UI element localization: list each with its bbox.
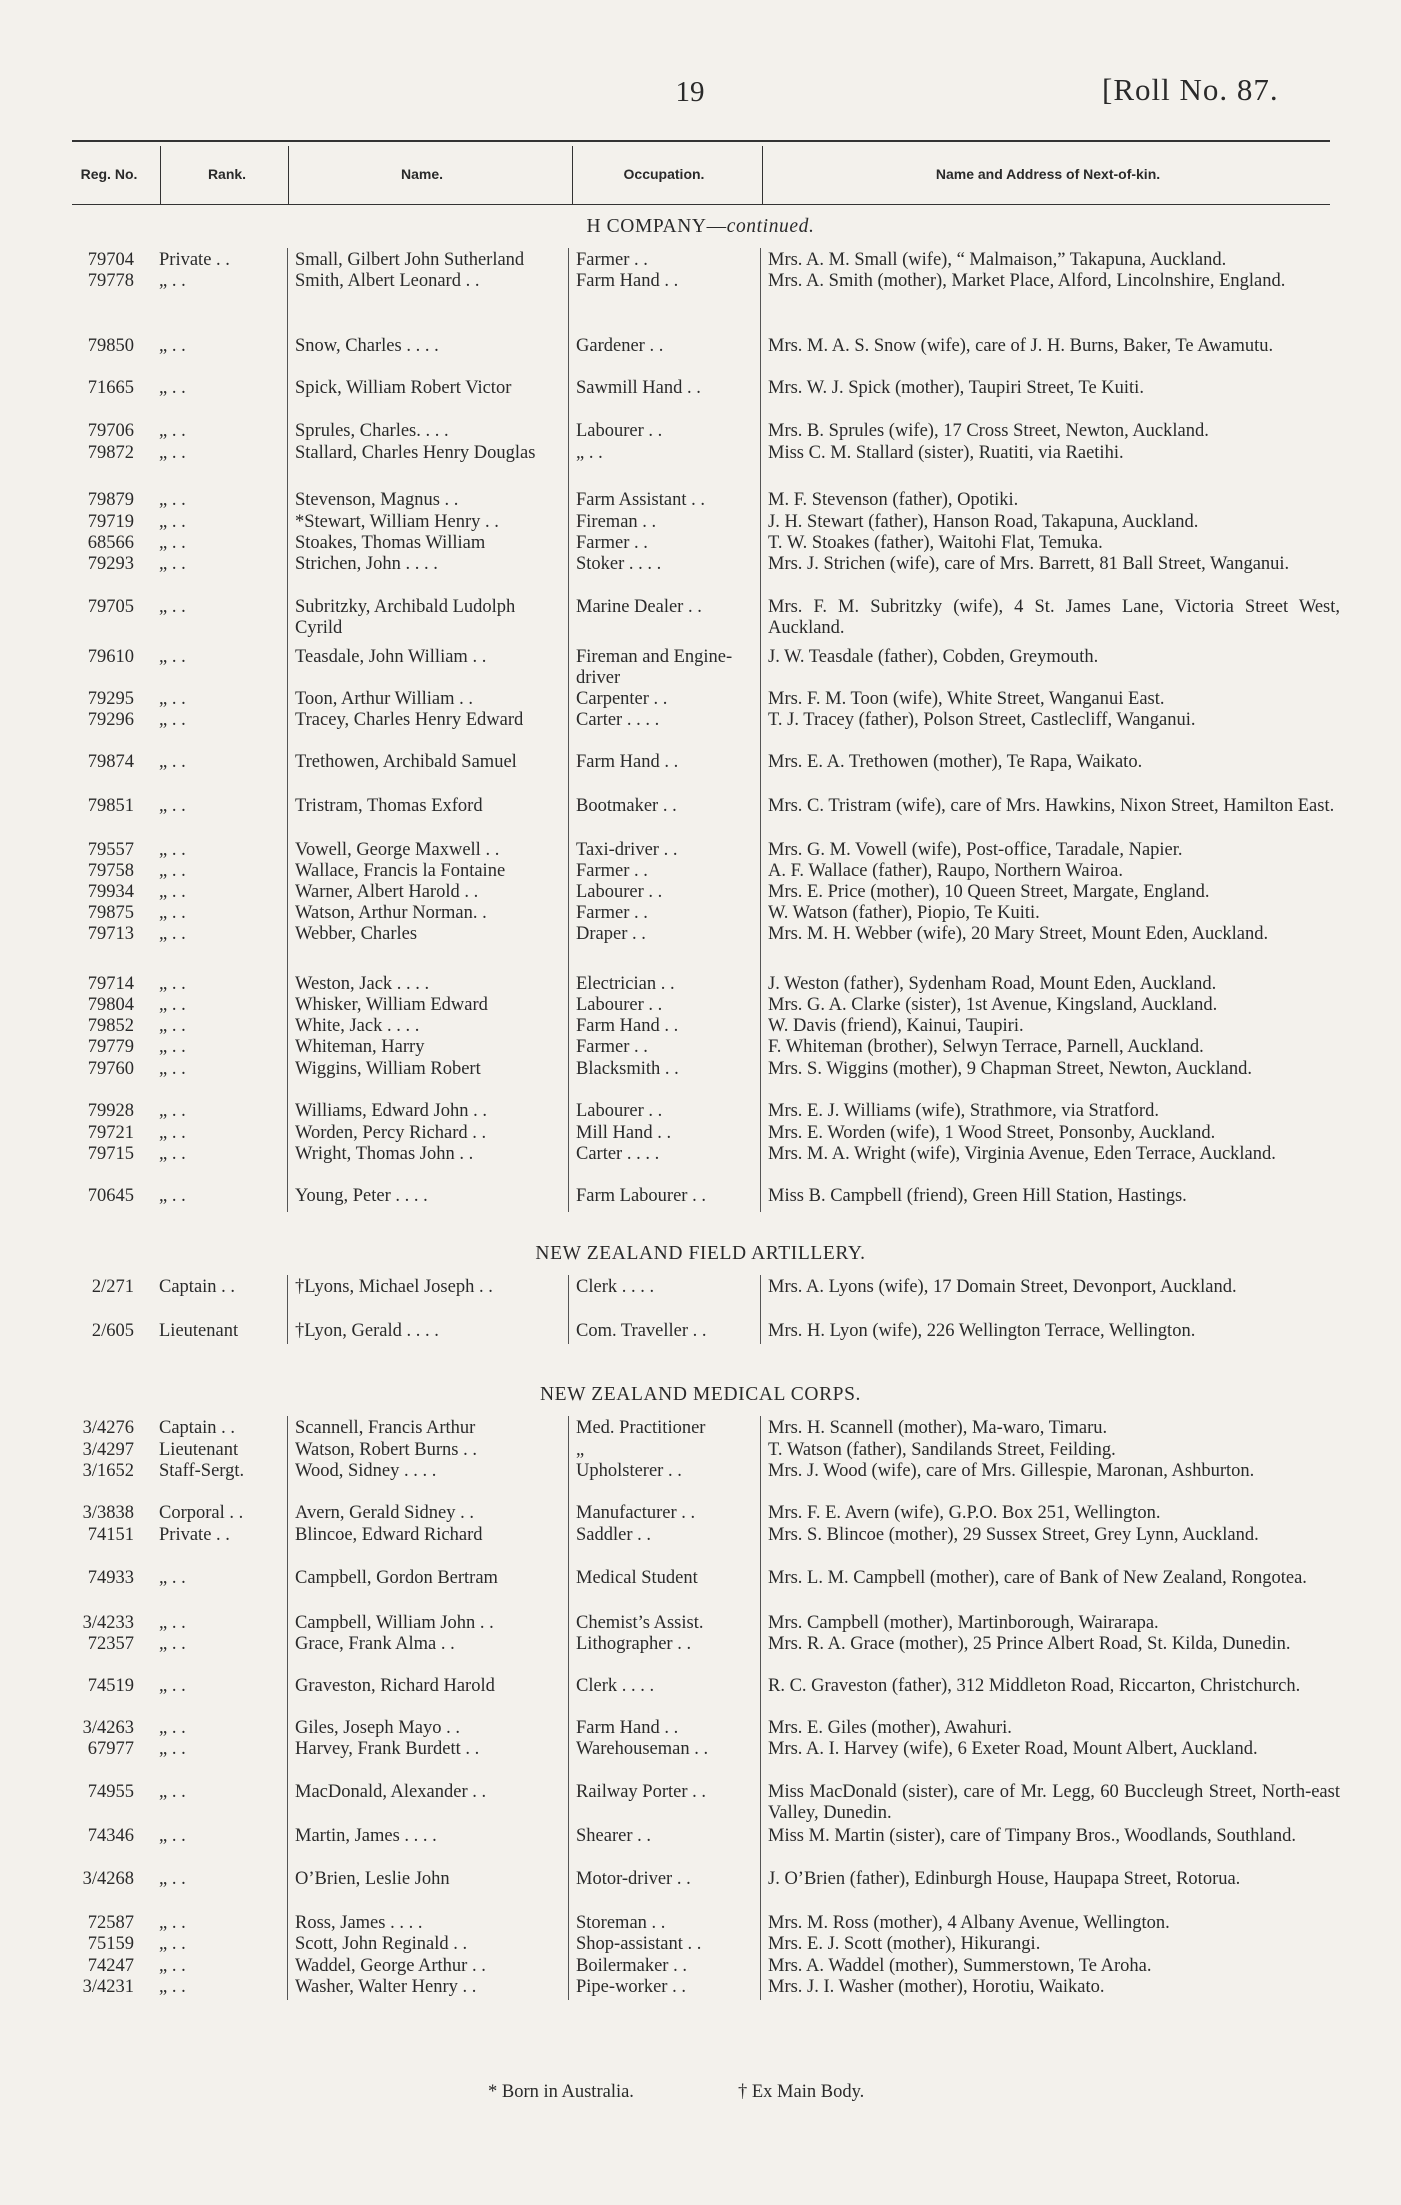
next-of-kin: Miss B. Campbell (friend), Green Hill Station, Hastings.	[768, 1186, 1187, 1206]
next-of-kin: Mrs. G. M. Vowell (wife), Post-office, Taradale, Napier.	[768, 840, 1183, 860]
rank: „ . .	[159, 1144, 186, 1164]
next-of-kin: Mrs. E. Worden (wife), 1 Wood Street, Ponsonby, Auckland.	[768, 1123, 1216, 1143]
soldier-name: MacDonald, Alexander . .	[295, 1782, 487, 1802]
soldier-name: Whisker, William Edward	[295, 995, 488, 1015]
next-of-kin: Mrs. F. M. Subritzky (wife), 4 St. James Lane, Victoria Street West, Auckland.	[768, 597, 1340, 638]
occupation: Farmer . .	[576, 903, 648, 923]
divider-occupation-kin	[760, 1275, 761, 1344]
reg-number: 79715	[87, 1144, 134, 1164]
rank: „ . .	[159, 995, 186, 1015]
reg-number: 79295	[87, 689, 134, 709]
next-of-kin: T. Watson (father), Sandilands Street, Feilding.	[768, 1440, 1116, 1460]
header-rule-bottom	[72, 204, 1330, 205]
rank: Captain . .	[159, 1277, 236, 1297]
occupation: Carter . . . .	[576, 1144, 660, 1164]
reg-number: 79704	[87, 250, 134, 270]
soldier-name: Weston, Jack . . . .	[295, 974, 430, 994]
occupation: Med. Practitioner	[576, 1418, 706, 1438]
soldier-name: Sprules, Charles. . . .	[295, 421, 449, 441]
header-rule-top	[72, 140, 1330, 142]
rank: „ . .	[159, 597, 186, 617]
next-of-kin: Mrs. M. Ross (mother), 4 Albany Avenue, Wellington.	[768, 1913, 1170, 1933]
rank: „ . .	[159, 1634, 186, 1654]
divider-name-occupation	[568, 1275, 569, 1344]
occupation: Warehouseman . .	[576, 1739, 709, 1759]
soldier-name: Williams, Edward John . .	[295, 1101, 487, 1121]
header-divider	[572, 146, 573, 204]
rank: „ . .	[159, 1101, 186, 1121]
reg-number: 3/4233	[82, 1613, 134, 1633]
next-of-kin: Mrs. Campbell (mother), Martinborough, Wairarapa.	[768, 1613, 1159, 1633]
rank: „ . .	[159, 689, 186, 709]
soldier-name: Giles, Joseph Mayo . .	[295, 1718, 460, 1738]
soldier-name: Blincoe, Edward Richard	[295, 1525, 483, 1545]
reg-number: 74247	[87, 1956, 134, 1976]
next-of-kin: Mrs. J. Wood (wife), care of Mrs. Gillespie, Maronan, Ashburton.	[768, 1461, 1255, 1481]
next-of-kin: Mrs. C. Tristram (wife), care of Mrs. Hawkins, Nixon Street, Hamilton East.	[768, 796, 1335, 816]
next-of-kin: Mrs. A. M. Small (wife), “ Malmaison,” Takapuna, Auckland.	[768, 250, 1227, 270]
rank: „ . .	[159, 1059, 186, 1079]
next-of-kin: T. J. Tracey (father), Polson Street, Castlecliff, Wanganui.	[768, 710, 1196, 730]
soldier-name: †Lyon, Gerald . . . .	[295, 1321, 439, 1341]
occupation: Motor-driver . .	[576, 1869, 691, 1889]
rank: „ . .	[159, 840, 186, 860]
reg-number: 79721	[87, 1123, 134, 1143]
reg-number: 3/3838	[82, 1503, 134, 1523]
occupation: Taxi-driver . .	[576, 840, 678, 860]
rank: „ . .	[159, 1568, 186, 1588]
occupation: Sawmill Hand . .	[576, 378, 701, 398]
rank: „ . .	[159, 1016, 186, 1036]
soldier-name: Webber, Charles	[295, 924, 418, 944]
soldier-name: Avern, Gerald Sidney . .	[295, 1503, 474, 1523]
next-of-kin: M. F. Stevenson (father), Opotiki.	[768, 490, 1019, 510]
occupation: Manufacturer . .	[576, 1503, 696, 1523]
next-of-kin: Miss MacDonald (sister), care of Mr. Legg, 60 Buccleugh Street, North-east Valley, Dunedin.	[768, 1782, 1340, 1823]
occupation: Marine Dealer . .	[576, 597, 702, 617]
rank: „ . .	[159, 421, 186, 441]
next-of-kin: Mrs. A. I. Harvey (wife), 6 Exeter Road, Mount Albert, Auckland.	[768, 1739, 1258, 1759]
soldier-name: O’Brien, Leslie John	[295, 1869, 450, 1889]
occupation: Blacksmith . .	[576, 1059, 679, 1079]
soldier-name: Whiteman, Harry	[295, 1037, 425, 1057]
reg-number: 79758	[87, 861, 134, 881]
reg-number: 3/4297	[82, 1440, 134, 1460]
reg-number: 70645	[87, 1186, 134, 1206]
soldier-name: †Lyons, Michael Joseph . .	[295, 1277, 493, 1297]
occupation: Chemist’s Assist.	[576, 1613, 704, 1633]
reg-number: 79719	[87, 512, 134, 532]
occupation: Saddler . .	[576, 1525, 652, 1545]
next-of-kin: Mrs. E. J. Williams (wife), Strathmore, via Stratford.	[768, 1101, 1159, 1121]
reg-number: 79875	[87, 903, 134, 923]
soldier-name: Campbell, Gordon Bertram	[295, 1568, 498, 1588]
next-of-kin: T. W. Stoakes (father), Waitohi Flat, Temuka.	[768, 533, 1103, 553]
next-of-kin: Mrs. S. Wiggins (mother), 9 Chapman Street, Newton, Auckland.	[768, 1059, 1252, 1079]
rank: „ . .	[159, 490, 186, 510]
next-of-kin: Mrs. A. Lyons (wife), 17 Domain Street, Devonport, Auckland.	[768, 1277, 1237, 1297]
soldier-name: Harvey, Frank Burdett . .	[295, 1739, 480, 1759]
soldier-name: Scannell, Francis Arthur	[295, 1418, 476, 1438]
occupation: Farmer . .	[576, 861, 648, 881]
occupation: „ . .	[576, 443, 603, 463]
reg-number: 74346	[87, 1826, 134, 1846]
rank: „ . .	[159, 336, 186, 356]
next-of-kin: Mrs. H. Lyon (wife), 226 Wellington Terrace, Wellington.	[768, 1321, 1196, 1341]
reg-number: 79879	[87, 490, 134, 510]
roll-number: [Roll No. 87.	[1102, 72, 1279, 107]
next-of-kin: A. F. Wallace (father), Raupo, Northern Wairoa.	[768, 861, 1123, 881]
next-of-kin: Miss C. M. Stallard (sister), Ruatiti, via Raetihi.	[768, 443, 1124, 463]
next-of-kin: Mrs. E. Price (mother), 10 Queen Street, Margate, England.	[768, 882, 1210, 902]
rank: „ . .	[159, 1613, 186, 1633]
rank: Private . .	[159, 250, 230, 270]
occupation: Lithographer . .	[576, 1634, 692, 1654]
next-of-kin: J. H. Stewart (father), Hanson Road, Takapuna, Auckland.	[768, 512, 1199, 532]
rank: „ . .	[159, 1956, 186, 1976]
occupation: Bootmaker . .	[576, 796, 677, 816]
soldier-name: Young, Peter . . . .	[295, 1186, 428, 1206]
next-of-kin: Mrs. A. Waddel (mother), Summerstown, Te Aroha.	[768, 1956, 1152, 1976]
next-of-kin: Mrs. E. J. Scott (mother), Hikurangi.	[768, 1934, 1041, 1954]
reg-number: 3/1652	[82, 1461, 134, 1481]
reg-number: 79296	[87, 710, 134, 730]
soldier-name: Subritzky, Archibald Ludolph Cyrild	[295, 597, 516, 638]
reg-number: 79714	[87, 974, 134, 994]
soldier-name: Spick, William Robert Victor	[295, 378, 512, 398]
soldier-name: Waddel, George Arthur . .	[295, 1956, 486, 1976]
reg-number: 79760	[87, 1059, 134, 1079]
soldier-name: Smith, Albert Leonard . .	[295, 271, 480, 291]
occupation: Farm Labourer . .	[576, 1186, 706, 1206]
col-rank-header: Rank.	[207, 166, 247, 182]
occupation: Shearer . .	[576, 1826, 651, 1846]
divider-occupation-kin	[760, 1416, 761, 2000]
rank: „ . .	[159, 443, 186, 463]
next-of-kin: Mrs. F. E. Avern (wife), G.P.O. Box 251, Wellington.	[768, 1503, 1161, 1523]
rank: „ . .	[159, 1934, 186, 1954]
rank: Corporal . .	[159, 1503, 244, 1523]
rank: „ . .	[159, 378, 186, 398]
next-of-kin: Mrs. M. A. Wright (wife), Virginia Avenue, Eden Terrace, Auckland.	[768, 1144, 1276, 1164]
next-of-kin: Miss M. Martin (sister), care of Timpany Bros., Woodlands, Southland.	[768, 1826, 1296, 1846]
soldier-name: Watson, Arthur Norman. .	[295, 903, 487, 923]
col-kin-header: Name and Address of Next-of-kin.	[935, 166, 1161, 182]
occupation: Storeman . .	[576, 1913, 666, 1933]
occupation: Boilermaker . .	[576, 1956, 687, 1976]
soldier-name: Tracey, Charles Henry Edward	[295, 710, 524, 730]
occupation: Fireman . .	[576, 512, 657, 532]
reg-number: 79713	[87, 924, 134, 944]
next-of-kin: Mrs. R. A. Grace (mother), 25 Prince Albert Road, St. Kilda, Dunedin.	[768, 1634, 1291, 1654]
reg-number: 79804	[87, 995, 134, 1015]
next-of-kin: Mrs. A. Smith (mother), Market Place, Alford, Lincolnshire, England.	[768, 271, 1286, 291]
soldier-name: Ross, James . . . .	[295, 1913, 423, 1933]
soldier-name: Toon, Arthur William . .	[295, 689, 473, 709]
occupation: Farmer . .	[576, 533, 648, 553]
next-of-kin: R. C. Graveston (father), 312 Middleton Road, Riccarton, Christchurch.	[768, 1676, 1301, 1696]
header-divider	[762, 146, 763, 204]
reg-number: 74151	[87, 1525, 134, 1545]
occupation: Fireman and Engine-driver	[576, 647, 733, 688]
rank: „ . .	[159, 533, 186, 553]
soldier-name: Campbell, William John . .	[295, 1613, 494, 1633]
section-medical: NEW ZEALAND MEDICAL CORPS.	[539, 1384, 862, 1405]
occupation: Clerk . . . .	[576, 1277, 655, 1297]
next-of-kin: Mrs. B. Sprules (wife), 17 Cross Street, Newton, Auckland.	[768, 421, 1209, 441]
soldier-name: Trethowen, Archibald Samuel	[295, 752, 517, 772]
occupation: Farm Hand . .	[576, 1016, 679, 1036]
reg-number: 79874	[87, 752, 134, 772]
occupation: Labourer . .	[576, 1101, 663, 1121]
soldier-name: *Stewart, William Henry . .	[295, 512, 499, 532]
occupation: Farm Assistant . .	[576, 490, 705, 510]
next-of-kin: Mrs. J. Strichen (wife), care of Mrs. Barrett, 81 Ball Street, Wanganui.	[768, 554, 1290, 574]
header-divider	[160, 146, 161, 204]
rank: „ . .	[159, 1718, 186, 1738]
divider-occupation-kin	[760, 248, 761, 1212]
occupation: Medical Student	[576, 1568, 698, 1588]
occupation: Draper . .	[576, 924, 646, 944]
next-of-kin: Mrs. H. Scannell (mother), Ma-waro, Timaru.	[768, 1418, 1108, 1438]
rank: „ . .	[159, 710, 186, 730]
next-of-kin: Mrs. E. Giles (mother), Awahuri.	[768, 1718, 1012, 1738]
reg-number: 79851	[87, 796, 134, 816]
divider-rank-name	[287, 1416, 288, 2000]
soldier-name: Grace, Frank Alma . .	[295, 1634, 455, 1654]
soldier-name: Martin, James . . . .	[295, 1826, 437, 1846]
footnote-ex-main-body: † Ex Main Body.	[738, 2082, 865, 2102]
section-artillery: NEW ZEALAND FIELD ARTILLERY.	[535, 1243, 866, 1264]
occupation: Railway Porter . .	[576, 1782, 706, 1802]
rank: „ . .	[159, 861, 186, 881]
rank: Lieutenant	[159, 1440, 239, 1460]
reg-number: 2/271	[91, 1277, 134, 1297]
rank: „ . .	[159, 1869, 186, 1889]
page-number: 19	[675, 76, 705, 108]
occupation: Labourer . .	[576, 995, 663, 1015]
soldier-name: Stoakes, Thomas William	[295, 533, 486, 553]
occupation: „	[576, 1440, 585, 1460]
reg-number: 3/4268	[82, 1869, 134, 1889]
next-of-kin: Mrs. E. A. Trethowen (mother), Te Rapa, Waikato.	[768, 752, 1143, 772]
soldier-name: Graveston, Richard Harold	[295, 1676, 495, 1696]
reg-number: 79706	[87, 421, 134, 441]
occupation: Mill Hand . .	[576, 1123, 672, 1143]
next-of-kin: Mrs. F. M. Toon (wife), White Street, Wanganui East.	[768, 689, 1165, 709]
soldier-name: Strichen, John . . . .	[295, 554, 438, 574]
reg-number: 74955	[87, 1782, 134, 1802]
reg-number: 79705	[87, 597, 134, 617]
soldier-name: Teasdale, John William . .	[295, 647, 487, 667]
rank: „ . .	[159, 1739, 186, 1759]
rank: „ . .	[159, 1782, 186, 1802]
soldier-name: Worden, Percy Richard . .	[295, 1123, 487, 1143]
reg-number: 75159	[87, 1934, 134, 1954]
soldier-name: Wright, Thomas John . .	[295, 1144, 474, 1164]
rank: „ . .	[159, 1826, 186, 1846]
soldier-name: Snow, Charles . . . .	[295, 336, 439, 356]
reg-number: 67977	[87, 1739, 134, 1759]
occupation: Farm Hand . .	[576, 271, 679, 291]
occupation: Labourer . .	[576, 882, 663, 902]
rank: Captain . .	[159, 1418, 236, 1438]
soldier-name: Stallard, Charles Henry Douglas	[295, 443, 536, 463]
occupation: Farm Hand . .	[576, 752, 679, 772]
soldier-name: Washer, Walter Henry . .	[295, 1977, 477, 1997]
soldier-name: Watson, Robert Burns . .	[295, 1440, 477, 1460]
occupation: Electrician . .	[576, 974, 675, 994]
rank: „ . .	[159, 1037, 186, 1057]
reg-number: 79872	[87, 443, 134, 463]
column-header	[72, 140, 1330, 204]
occupation: Farmer . .	[576, 1037, 648, 1057]
occupation: Shop-assistant . .	[576, 1934, 702, 1954]
occupation: Upholsterer . .	[576, 1461, 682, 1481]
reg-number: 74933	[87, 1568, 134, 1588]
rank: „ . .	[159, 924, 186, 944]
soldier-name: Tristram, Thomas Exford	[295, 796, 483, 816]
rank: „ . .	[159, 974, 186, 994]
footnote-born-australia: * Born in Australia.	[488, 2082, 634, 2102]
next-of-kin: W. Watson (father), Piopio, Te Kuiti.	[768, 903, 1040, 923]
soldier-name: Scott, John Reginald . .	[295, 1934, 468, 1954]
next-of-kin: Mrs. J. I. Washer (mother), Horotiu, Waikato.	[768, 1977, 1105, 1997]
rank: Lieutenant	[159, 1321, 239, 1341]
occupation: Gardener . .	[576, 336, 664, 356]
rank: „ . .	[159, 647, 186, 667]
reg-number: 3/4231	[82, 1977, 134, 1997]
reg-number: 79557	[87, 840, 134, 860]
next-of-kin: F. Whiteman (brother), Selwyn Terrace, Parnell, Auckland.	[768, 1037, 1204, 1057]
occupation: Carpenter . .	[576, 689, 668, 709]
occupation: Farmer . .	[576, 250, 648, 270]
reg-number: 72587	[87, 1913, 134, 1933]
rank: Staff-Sergt.	[159, 1461, 245, 1481]
next-of-kin: J. W. Teasdale (father), Cobden, Greymouth.	[768, 647, 1099, 667]
rank: „ . .	[159, 1676, 186, 1696]
next-of-kin: W. Davis (friend), Kainui, Taupiri.	[768, 1016, 1024, 1036]
col-name-header: Name.	[400, 166, 444, 182]
reg-number: 79293	[87, 554, 134, 574]
reg-number: 79850	[87, 336, 134, 356]
reg-number: 79928	[87, 1101, 134, 1121]
occupation: Farm Hand . .	[576, 1718, 679, 1738]
rank: „ . .	[159, 512, 186, 532]
next-of-kin: J. O’Brien (father), Edinburgh House, Haupapa Street, Rotorua.	[768, 1869, 1241, 1889]
divider-name-occupation	[568, 1416, 569, 2000]
reg-number: 68566	[87, 533, 134, 553]
reg-number: 71665	[87, 378, 134, 398]
soldier-name: Wood, Sidney . . . .	[295, 1461, 437, 1481]
occupation: Pipe-worker . .	[576, 1977, 686, 1997]
rank: „ . .	[159, 1123, 186, 1143]
next-of-kin: Mrs. M. H. Webber (wife), 20 Mary Street, Mount Eden, Auckland.	[768, 924, 1269, 944]
rank: „ . .	[159, 903, 186, 923]
divider-rank-name	[287, 248, 288, 1212]
reg-number: 79934	[87, 882, 134, 902]
occupation: Clerk . . . .	[576, 1676, 655, 1696]
rank: „ . .	[159, 1186, 186, 1206]
occupation: Labourer . .	[576, 421, 663, 441]
reg-number: 79779	[87, 1037, 134, 1057]
next-of-kin: Mrs. G. A. Clarke (sister), 1st Avenue, Kingsland, Auckland.	[768, 995, 1218, 1015]
reg-number: 74519	[87, 1676, 134, 1696]
next-of-kin: J. Weston (father), Sydenham Road, Mount Eden, Auckland.	[768, 974, 1217, 994]
next-of-kin: Mrs. M. A. S. Snow (wife), care of J. H. Burns, Baker, Te Awamutu.	[768, 336, 1274, 356]
rank: „ . .	[159, 752, 186, 772]
rank: „ . .	[159, 882, 186, 902]
soldier-name: Stevenson, Magnus . .	[295, 490, 459, 510]
rank: „ . .	[159, 1913, 186, 1933]
reg-number: 79852	[87, 1016, 134, 1036]
occupation: Stoker . . . .	[576, 554, 662, 574]
reg-number: 72357	[87, 1634, 134, 1654]
next-of-kin: Mrs. W. J. Spick (mother), Taupiri Street, Te Kuiti.	[768, 378, 1144, 398]
reg-number: 3/4263	[82, 1718, 134, 1738]
reg-number: 3/4276	[82, 1418, 134, 1438]
header-divider	[288, 146, 289, 204]
section-h-company: H COMPANY—continued.	[586, 216, 815, 237]
occupation: Carter . . . .	[576, 710, 660, 730]
next-of-kin: Mrs. S. Blincoe (mother), 29 Sussex Street, Grey Lynn, Auckland.	[768, 1525, 1259, 1545]
soldier-name: Small, Gilbert John Sutherland	[295, 250, 525, 270]
rank: „ . .	[159, 1977, 186, 1997]
reg-number: 2/605	[91, 1321, 134, 1341]
soldier-name: Warner, Albert Harold . .	[295, 882, 479, 902]
occupation: Com. Traveller . .	[576, 1321, 707, 1341]
reg-number: 79610	[87, 647, 134, 667]
soldier-name: Wallace, Francis la Fontaine	[295, 861, 506, 881]
rank: „ . .	[159, 271, 186, 291]
divider-name-occupation	[568, 248, 569, 1212]
rank: „ . .	[159, 554, 186, 574]
soldier-name: White, Jack . . . .	[295, 1016, 420, 1036]
rank: „ . .	[159, 796, 186, 816]
rank: Private . .	[159, 1525, 230, 1545]
soldier-name: Vowell, George Maxwell . .	[295, 840, 500, 860]
divider-rank-name	[287, 1275, 288, 1344]
soldier-name: Wiggins, William Robert	[295, 1059, 481, 1079]
next-of-kin: Mrs. L. M. Campbell (mother), care of Bank of New Zealand, Rongotea.	[768, 1568, 1307, 1588]
reg-number: 79778	[87, 271, 134, 291]
col-occupation-header: Occupation.	[623, 166, 705, 182]
col-reg-header: Reg. No.	[80, 166, 138, 182]
